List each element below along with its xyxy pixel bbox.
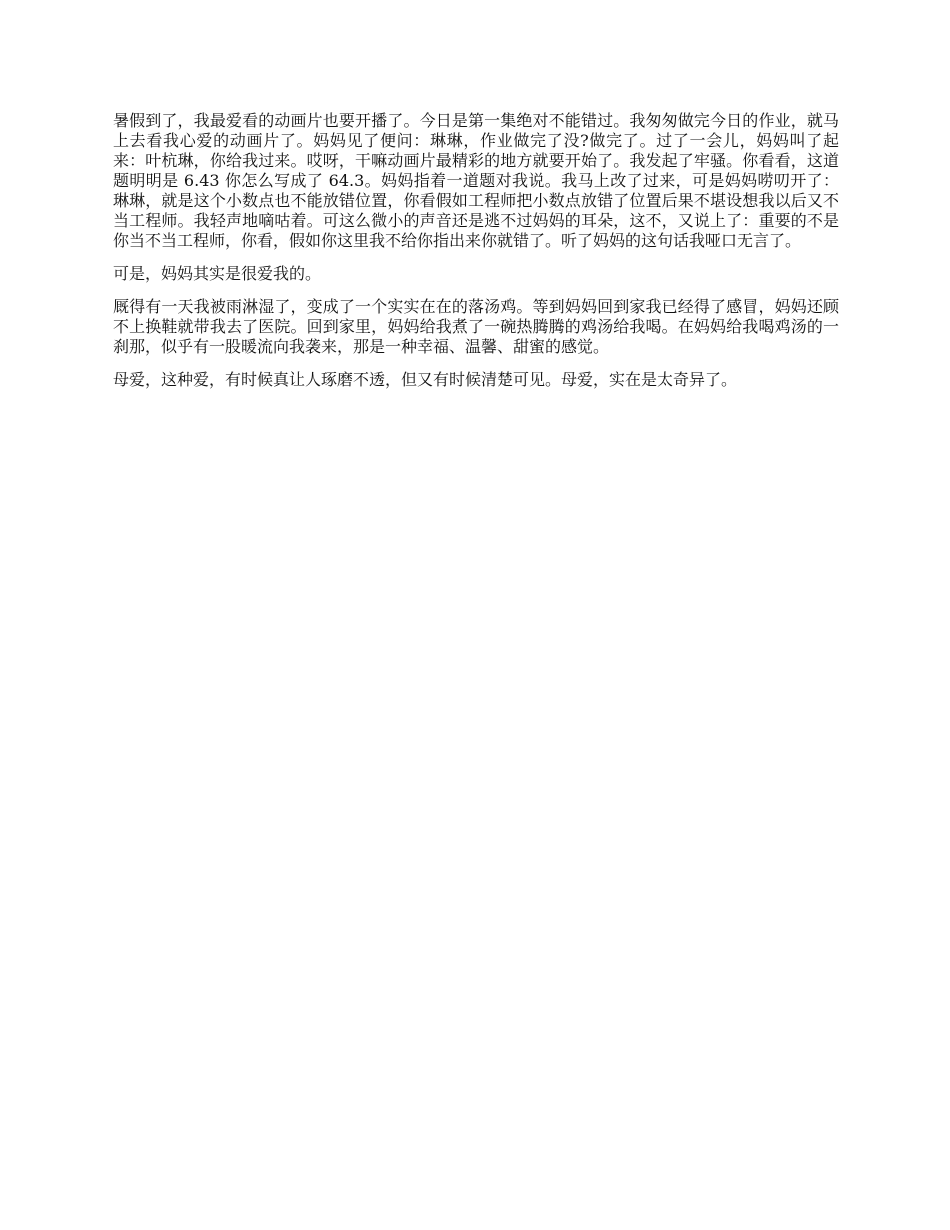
paragraph-chicken-soup: 厩得有一天我被雨淋湿了，变成了一个实实在在的落汤鸡。等到妈妈回到家我已经得了感冒，妈妈还顾不上换鞋就带我去了医院。回到家里，妈妈给我煮了一碗热腾腾的鸡汤给我喝。在妈妈给我喝鸡汤的一刹那，似乎有一股暖流向我袭来，那是一种幸福、温馨、甜蜜的感觉。 bbox=[113, 297, 839, 356]
paragraph-summer-vacation: 暑假到了，我最爱看的动画片也要开播了。今日是第一集绝对不能错过。我匆匆做完今日的作业，就马上去看我心爱的动画片了。妈妈见了便问：琳琳，作业做完了没?做完了。过了一会儿，妈妈叫了起来：叶杭琳，你给我过来。哎呀，干嘛动画片最精彩的地方就要开始了。我发起了牢骚。你看看，这道题明明是 6.43 你怎么写成了 64.3。妈妈指着一道题对我说。我马上改了过来，可是妈妈唠叨开了：琳琳，就是这个小数点也不能放错位置，你看假如工程师把小数点放错了位置后果不堪设想我以后又不当工程师。我轻声地嘀咕着。可这么微小的声音还是逃不过妈妈的耳朵，这不，又说上了：重要的不是你当不当工程师，你看，假如你这里我不给你指出来你就错了。听了妈妈的这句话我哑口无言了。 bbox=[113, 111, 839, 250]
document-body bbox=[113, 111, 839, 403]
paragraph-maternal-love: 母爱，这种爱，有时候真让人琢磨不透，但又有时候清楚可见。母爱，实在是太奇异了。 bbox=[113, 370, 738, 389]
paragraph-mom-loves-me: 可是，妈妈其实是很爱我的。 bbox=[113, 264, 322, 283]
